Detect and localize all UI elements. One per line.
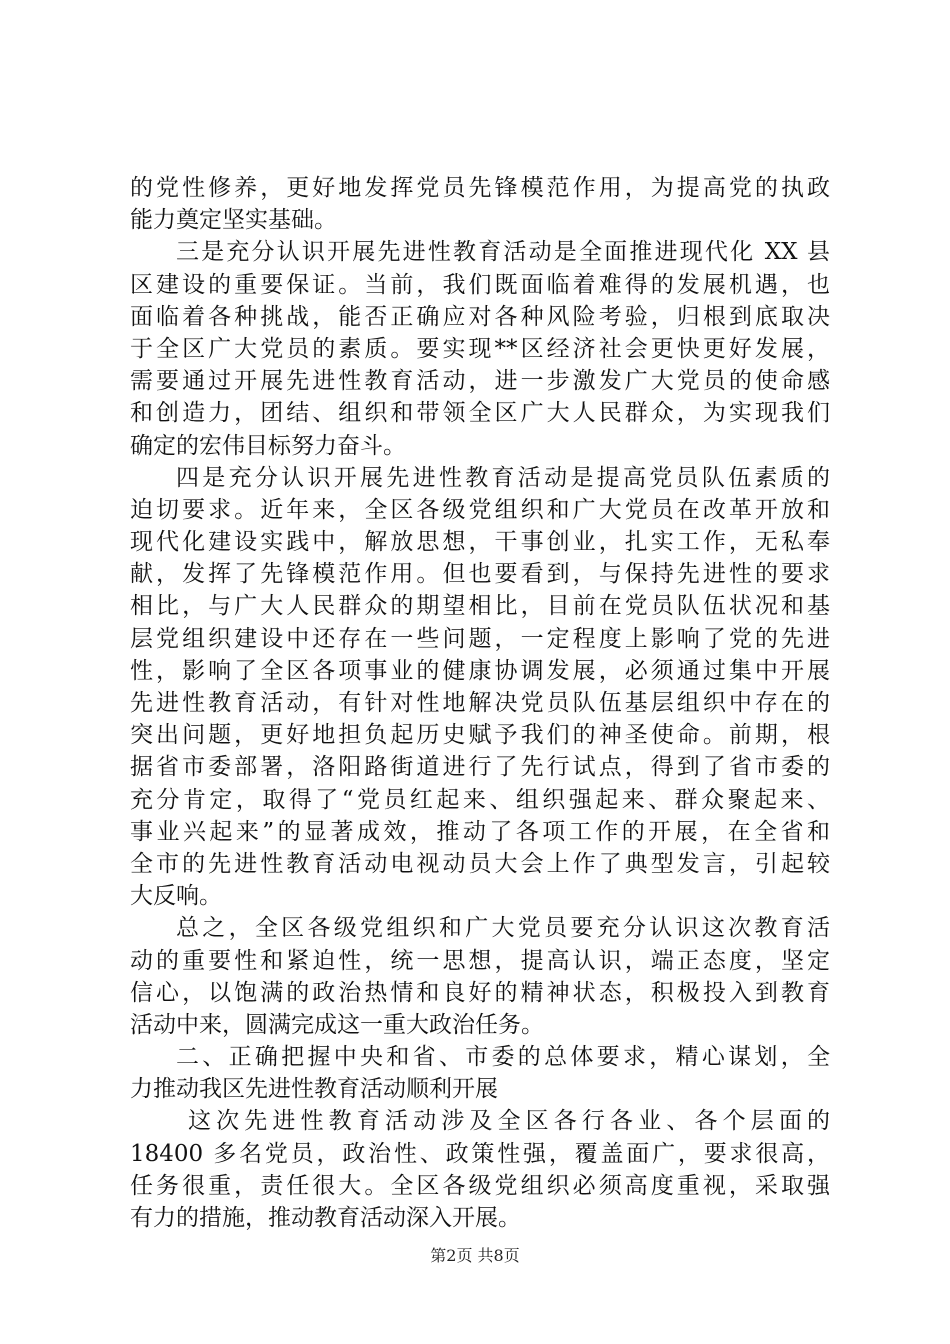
text-line: 动的重要性和紧迫性，统一思想，提高认识，端正态度，坚定 [130, 947, 830, 974]
text-line: 现代化建设实践中，解放思想，干事创业，扎实工作，无私奉 [130, 529, 830, 556]
text-line: 据省市委部署，洛阳路街道进行了先行试点，得到了省市委的 [130, 754, 830, 781]
text-line: 面临着各种挑战，能否正确应对各种风险考验，归根到底取决 [130, 303, 830, 330]
text-line: 相比，与广大人民群众的期望相比，目前在党员队伍状况和基 [130, 593, 830, 620]
text-line: 确定的宏伟目标努力奋斗。 [130, 432, 406, 459]
text-line: 全市的先进性教育活动电视动员大会上作了典型发言，引起较 [130, 850, 830, 877]
text-line: 活动中来，圆满完成这一重大政治任务。 [130, 1011, 544, 1038]
text-line: 层党组织建设中还存在一些问题，一定程度上影响了党的先进 [130, 625, 830, 652]
page-footer: 第2页 共8页 [430, 1246, 520, 1265]
text-line: 献，发挥了先锋模范作用。但也要看到，与保持先进性的要求 [130, 561, 830, 588]
text-line: 能力奠定坚实基础。 [130, 207, 337, 234]
text-line: 大反响。 [130, 883, 222, 910]
text-line: 总之，全区各级党组织和广大党员要充分认识这次教育活 [176, 915, 830, 942]
text-line: 四是充分认识开展先进性教育活动是提高党员队伍素质的 [176, 464, 830, 491]
text-line: 任务很重，责任很大。全区各级党组织必须高度重视，采取强 [130, 1172, 830, 1199]
text-line: 二、正确把握中央和省、市委的总体要求，精心谋划，全 [176, 1044, 830, 1071]
text-line: 三是充分认识开展先进性教育活动是全面推进现代化 XX 县 [176, 239, 830, 266]
text-line: 有力的措施，推动教育活动深入开展。 [130, 1205, 521, 1231]
text-line: 需要通过开展先进性教育活动，进一步激发广大党员的使命感 [130, 368, 830, 395]
text-line: 力推动我区先进性教育活动顺利开展 [130, 1076, 498, 1103]
text-line: 信心，以饱满的政治热情和良好的精神状态，积极投入到教育 [130, 979, 830, 1006]
text-line: 的党性修养，更好地发挥党员先锋模范作用，为提高党的执政 [130, 175, 830, 201]
text-line: 事业兴起来”的显著成效，推动了各项工作的开展，在全省和 [130, 818, 830, 845]
text-line: 突出问题，更好地担负起历史赋予我们的神圣使命。前期，根 [130, 722, 830, 749]
text-line: 区建设的重要保证。当前，我们既面临着难得的发展机遇，也 [130, 271, 830, 298]
text-line: 迫切要求。近年来，全区各级党组织和广大党员在改革开放和 [130, 496, 830, 523]
text-line: 和创造力，团结、组织和带领全区广大人民群众，为实现我们 [130, 400, 830, 427]
document-body [130, 172, 830, 1234]
text-line: 18400 多名党员，政治性、政策性强，覆盖面广，要求很高， [130, 1140, 830, 1167]
text-line: 这次先进性教育活动涉及全区各行各业、各个层面的 [188, 1108, 830, 1135]
text-line: 性，影响了全区各项事业的健康协调发展，必须通过集中开展 [130, 657, 830, 684]
text-line: 先进性教育活动，有针对性地解决党员队伍基层组织中存在的 [130, 690, 830, 716]
text-line: 充分肯定，取得了“党员红起来、组织强起来、群众聚起来、 [130, 786, 830, 813]
text-line: 于全区广大党员的素质。要实现**区经济社会更快更好发展， [130, 335, 830, 362]
